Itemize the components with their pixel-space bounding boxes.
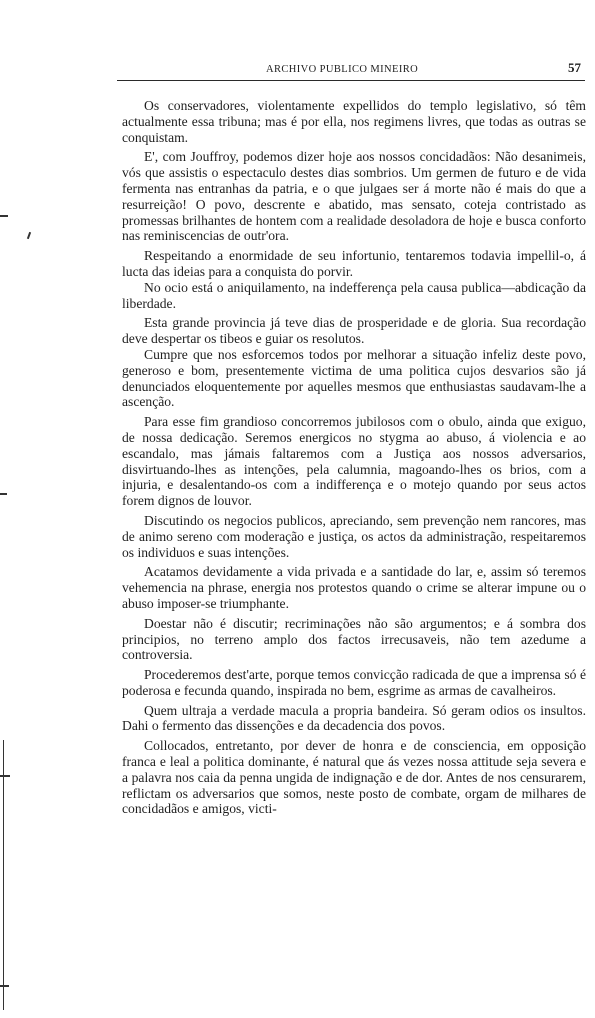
paragraph: Procederemos dest'arte, porque temos convicção radicada de que a imprensa só é poderosa e fecunda quando, inspirada no bem, esgrime as armas de cavalheiros. [122, 667, 586, 698]
margin-mark [0, 493, 7, 495]
paragraph: Esta grande provincia já teve dias de prosperidade e de gloria. Sua recordação deve despertar os tibeos e guiar os resolutos. [122, 315, 586, 347]
header-rule [117, 80, 585, 81]
paragraph: Respeitando a enormidade de seu infortunio, tentaremos todavia impellil-o, á lucta das ideias para a conquista do porvir. [122, 248, 586, 279]
paragraph: Acatamos devidamente a vida privada e a santidade do lar, e, assim só teremos vehemencia na phrase, energia nos protestos quando o crime se alterar impune ou o abuso imposer-se triumphante. [122, 564, 586, 611]
body-text [122, 98, 586, 821]
paragraph: Quem ultraja a verdade macula a propria bandeira. Só geram odios os insultos. Dahi o fermento das dissenções e da decadencia dos povos. [122, 702, 586, 734]
paragraph: Collocados, entretanto, por dever de honra e de consciencia, em opposição franca e leal a politica dominante, é natural que ás vezes nossa attitude seja severa e a palavra nos caia da penna ungida de indignação e de dor. Antes de nos censurarem, reflictam os adversarios que somos, neste posto de combate, orgam de milhares de concidadãos e amigos, victi- [122, 738, 586, 817]
page-number: 57 [568, 60, 581, 75]
paragraph: Para esse fim grandioso concorremos jubilosos com o obulo, ainda que exiguo, de nossa dedicação. Seremos energicos no stygma ao abuso, á violencia e ao escandalo, mas jámais faltaremos com a Justiça aos nossos adversarios, disvirtuando-lhes as intenções, pela calumnia, magoando-lhes os brios, com a injuria, e desalentando-os com a indifferença e o motejo quando por seus actos forem dignos de louvor. [122, 414, 586, 509]
paragraph: Doestar não é discutir; recriminações não são argumentos; e á sombra dos principios, no terreno amplo dos factos irrecusaveis, não tem azedume a controversia. [122, 615, 586, 663]
margin-mark [0, 985, 9, 987]
margin-rule [3, 740, 4, 1010]
paragraph: Discutindo os negocios publicos, apreciando, sem prevenção nem rancores, mas de animo sereno com moderação e justiça, os actos da administração, respeitaremos os individuos e suas intenções. [122, 512, 586, 560]
running-header [120, 58, 585, 80]
paragraph: E', com Jouffroy, podemos dizer hoje aos nossos concidadãos: Não desanimeis, vós que assistis o espectaculo destes dias sombrios. Um germen de futuro e de vida fermenta nas entranhas da patria, e o que julgaes ser á morte não é mais do que a resurreição! O povo, descrente e abatido, mas sensato, coteja contristado as promessas brilhantes de hontem com a realidade desoladora de hoje e busca conforto nas reminiscencias de outr'ora. [122, 149, 586, 244]
margin-mark [0, 215, 8, 217]
paragraph: Cumpre que nos esforcemos todos por melhorar a situação infeliz deste povo, generoso e bom, presentemente victima de uma politica cujos desvarios são já denunciados eloquentemente por aquelles mesmos que enthusiastas saudavam-lhe a ascenção. [122, 346, 586, 410]
margin-mark [27, 232, 31, 239]
paragraph: No ocio está o aniquilamento, na indefferença pela causa publica—abdicação da liberdade. [122, 279, 586, 311]
running-title: ARCHIVO PUBLICO MINEIRO [266, 64, 419, 75]
margin-mark [0, 775, 10, 777]
paragraph: Os conservadores, violentamente expellidos do templo legislativo, só têm actualmente essa tribuna; mas é por ella, nos regimens livres, que todas as outras se conquistam. [122, 98, 586, 145]
